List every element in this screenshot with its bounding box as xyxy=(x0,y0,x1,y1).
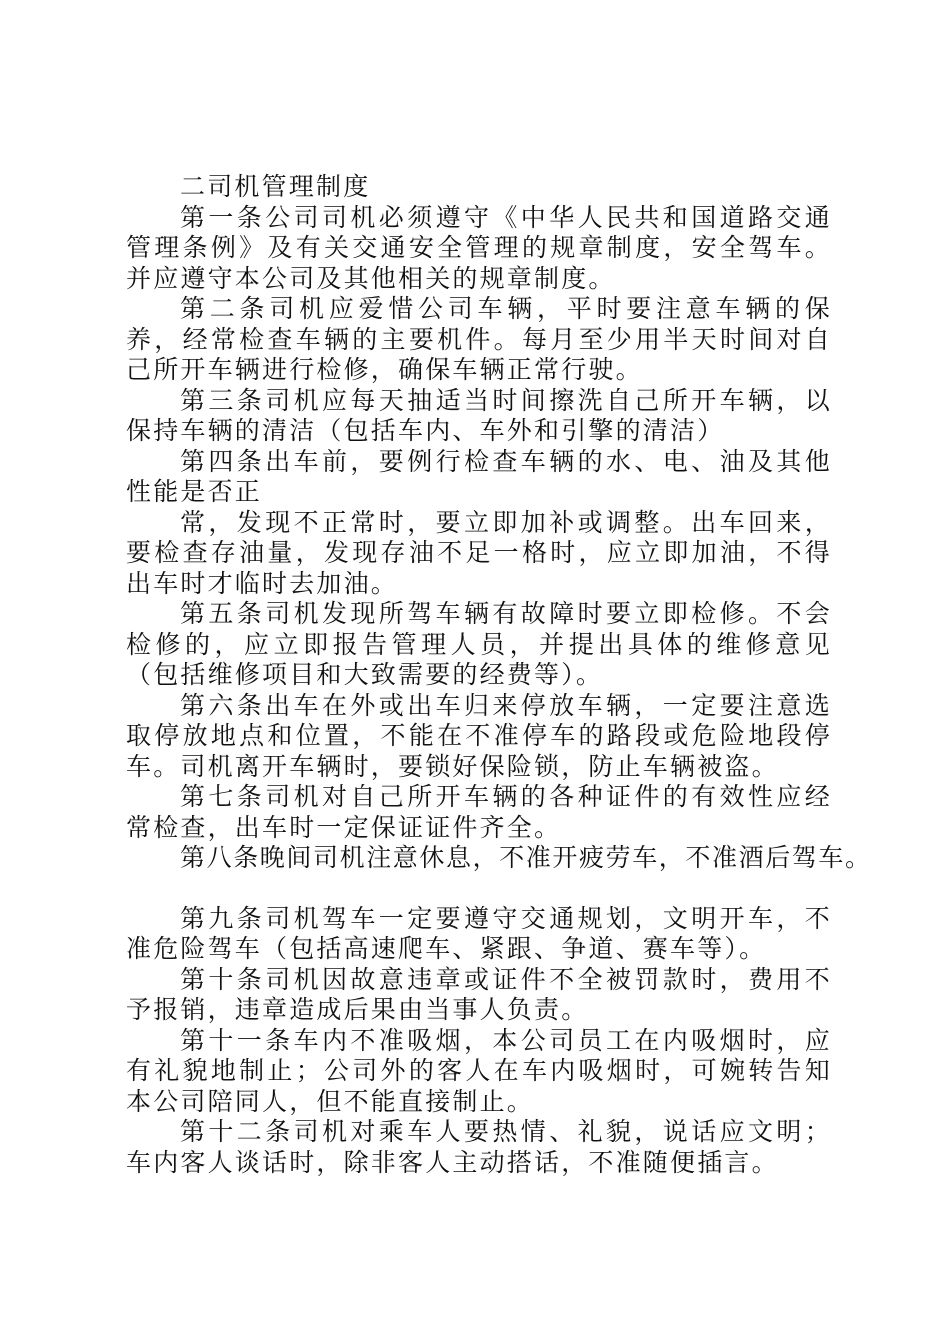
article-7: 第七条司机对自己所开车辆的各种证件的有效性应经常检查，出车时一定保证证件齐全。 xyxy=(126,782,832,842)
article-4: 第四条出车前，要例行检查车辆的水、电、油及其他性能是否正 xyxy=(126,446,832,506)
article-12: 第十二条司机对乘车人要热情、礼貌，说话应文明；车内客人谈话时，除非客人主动搭话，不准随便插言。 xyxy=(126,1117,832,1177)
article-2: 第二条司机应爱惜公司车辆，平时要注意车辆的保养，经常检查车辆的主要机件。每月至少用半天时间对自己所开车辆进行检修，确保车辆正常行驶。 xyxy=(126,294,832,384)
article-5: 第五条司机发现所驾车辆有故障时要立即检修。不会检修的，应立即报告管理人员，并提出具体的维修意见（包括维修项目和大致需要的经费等）。 xyxy=(126,599,832,689)
article-1: 第一条公司司机必须遵守《中华人民共和国道路交通管理条例》及有关交通安全管理的规章制度，安全驾车。并应遵守本公司及其他相关的规章制度。 xyxy=(126,202,832,293)
article-3: 第三条司机应每天抽适当时间擦洗自己所开车辆，以保持车辆的清洁（包括车内、车外和引擎的清洁） xyxy=(126,385,832,445)
article-4-continued: 常，发现不正常时，要立即加补或调整。出车回来，要检查存油量，发现存油不足一格时，应立即加油，不得出车时才临时去加油。 xyxy=(126,507,832,598)
document-title: 二司机管理制度 xyxy=(180,172,371,201)
article-9: 第九条司机驾车一定要遵守交通规划，文明开车，不准危险驾车（包括高速爬车、紧跟、争道、赛车等）。 xyxy=(126,903,832,963)
article-8: 第八条晚间司机注意休息，不准开疲劳车，不准酒后驾车。 xyxy=(180,843,872,872)
document-body xyxy=(126,172,872,1178)
article-10: 第十条司机因故意违章或证件不全被罚款时，费用不予报销，违章造成后果由当事人负责。 xyxy=(126,964,832,1024)
article-11: 第十一条车内不准吸烟，本公司员工在内吸烟时，应有礼貌地制止；公司外的客人在车内吸烟时，可婉转告知本公司陪同人，但不能直接制止。 xyxy=(126,1025,832,1116)
article-6: 第六条出车在外或出车归来停放车辆，一定要注意选取停放地点和位置，不能在不准停车的路段或危险地段停车。司机离开车辆时，要锁好保险锁，防止车辆被盗。 xyxy=(126,690,832,781)
